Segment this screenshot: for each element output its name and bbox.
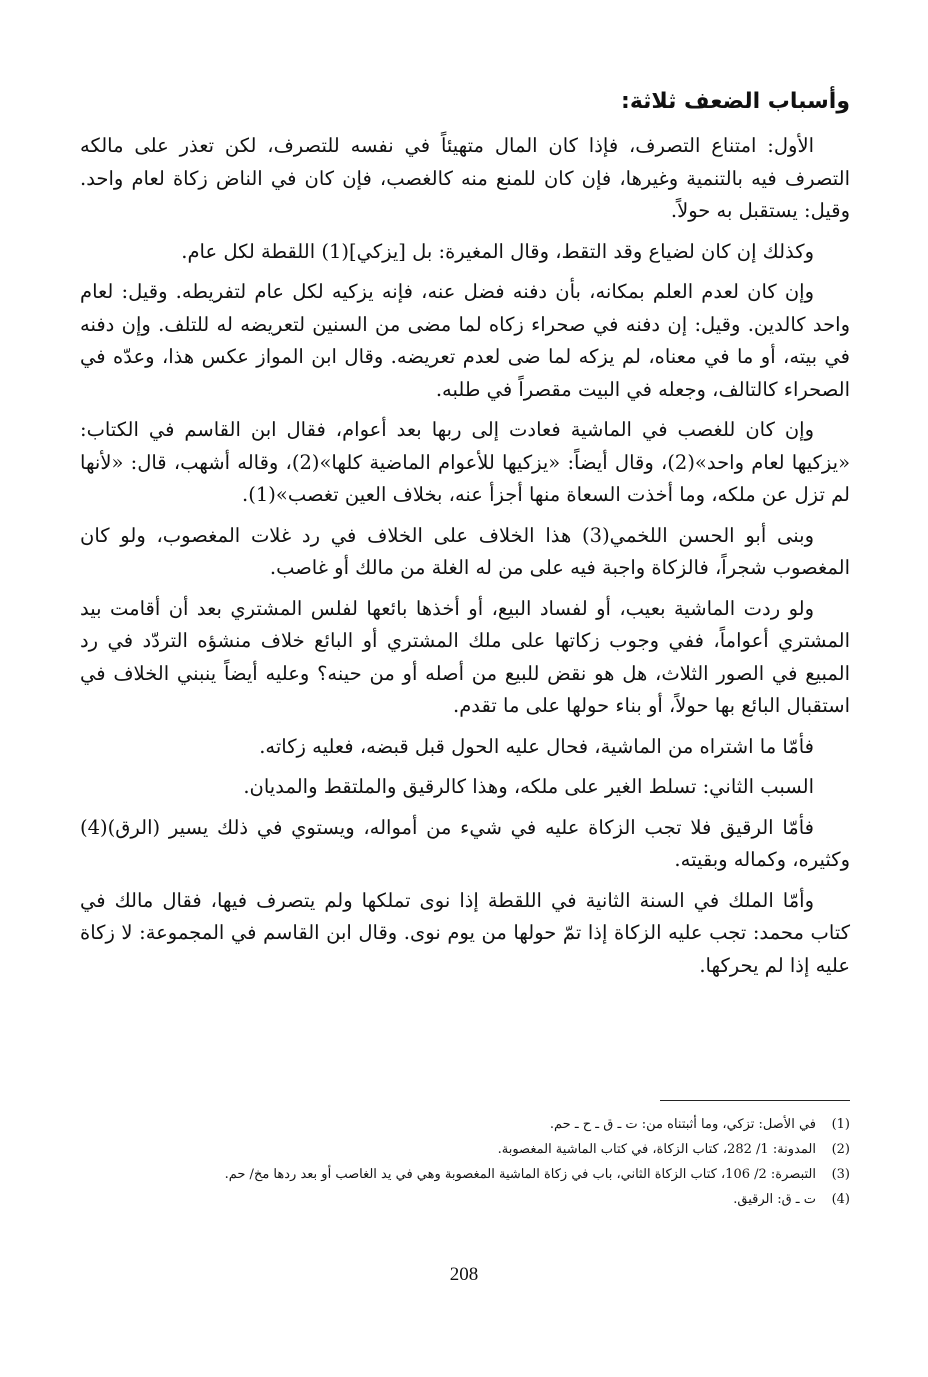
footnote-number: (3) (831, 1167, 850, 1182)
footnote (60, 1162, 850, 1187)
paragraph: فأمّا ما اشتراه من الماشية، فحال عليه الحول قبل قبضه، فعليه زكاته. (259, 734, 814, 758)
footnote (60, 1187, 850, 1212)
footnote-text: التبصرة: 2/ 106، كتاب الزكاة الثاني، باب في زكاة الماشية المغصوبة وهي في يد الغاصب أو بعد ردها مخ/ حم. (224, 1167, 816, 1182)
footnote-number: (4) (831, 1192, 850, 1207)
footnote (60, 1112, 850, 1137)
paragraph: ولو ردت الماشية بعيب، أو لفساد البيع، أو أخذها بائعها لفلس المشتري بعد أن أقامت بيد المشتري أعواماً، ففي وجوب زكاتها على ملك المشتري أو البائع خلاف منشؤه التردّد في رد المبيع في الصور الثلاث، هل هو نقض للبيع من أصله أو من حينه؟ وعليه أيضاً ينبني الخلاف في استقبال البائع بها حولاً، أو بناء حولها على ما تقدم. (80, 596, 850, 717)
footnote-text: المدونة: 1/ 282، كتاب الزكاة، في كتاب الماشية المغصوبة. (497, 1142, 816, 1157)
paragraph: وأمّا الملك في السنة الثانية في اللقطة إذا نوى تملكها ولم يتصرف فيها، فقال مالك في كتاب محمد: تجب عليه الزكاة إذا تمّ حولها من يوم نوى. وقال ابن القاسم في المجموعة: لا زكاة عليه إذا لم يحركها. (80, 888, 850, 977)
footnote (60, 1137, 850, 1162)
footnote-number: (2) (831, 1142, 850, 1157)
footnotes (60, 1112, 850, 1212)
paragraph: السبب الثاني: تسلط الغير على ملكه، وهذا كالرقيق والملتقط والمديان. (243, 775, 814, 798)
section-heading: وأسباب الضعف ثلاثة: (621, 89, 850, 114)
paragraph: فأمّا الرقيق فلا تجب الزكاة عليه في شيء من أمواله، ويستوي في ذلك يسير (الرق)(4) وكثيره، وكماله وبقيته. (80, 815, 850, 871)
paragraph: وكذلك إن كان لضياع وقد التقط، وقال المغيرة: بل [يزكي](1) اللقطة لكل عام. (181, 239, 814, 263)
footnote-separator (660, 1100, 850, 1101)
paragraph: وبنى أبو الحسن اللخمي(3) هذا الخلاف على الخلاف في رد غلات المغصوب، ولو كان المغصوب شجراً، فالزكاة واجبة فيه على من له الغلة من مالك أو غاصب. (80, 523, 850, 579)
page-number: 208 (449, 1264, 479, 1285)
main-text (80, 82, 850, 990)
footnote-text: ت ـ ق: الرقيق. (733, 1192, 816, 1207)
paragraph: الأول: امتناع التصرف، فإذا كان المال متهيئاً في نفسه للتصرف، لكن تعذر على مالكه التصرف فيه بالتنمية وغيرها، فإن كان للمنع منه كالغصب، فإن كان في الناض زكاة لعام واحد. وقيل: يستقبل به حولاً. (80, 134, 850, 222)
paragraph: وإن كان للغصب في الماشية فعادت إلى ربها بعد أعوام، فقال ابن القاسم في الكتاب: «يزكيها لعام واحد»(2)، وقال أيضاً: «يزكيها للأعوام الماضية كلها»(2)، وقاله أشهب، قال: «لأنها لم تزل عن ملكه، وما أخذت السعاة منها أجزأ عنه، بخلاف العين تغصب»(1). (80, 418, 851, 506)
paragraph: وإن كان لعدم العلم بمكانه، بأن دفنه فضل عنه، فإنه يزكيه لكل عام لتفريطه. وقيل: لعام واحد كالدين. وقيل: إن دفنه في صحراء زكاه لما مضى من السنين لتعريضه له للتلف. وإن دفنه في بيته، أو ما في معناه، لم يزكه لما ضى لعدم تعريضه. وقال ابن المواز عكس هذا، وعدّه في الصحراء كالتالف، وجعله في البيت مقصراً في طلبه. (80, 280, 850, 401)
footnote-text: في الأصل: تزكي، وما أثبتناه من: ت ـ ق ـ ح ـ حم. (549, 1117, 816, 1132)
footnote-number: (1) (831, 1117, 850, 1132)
